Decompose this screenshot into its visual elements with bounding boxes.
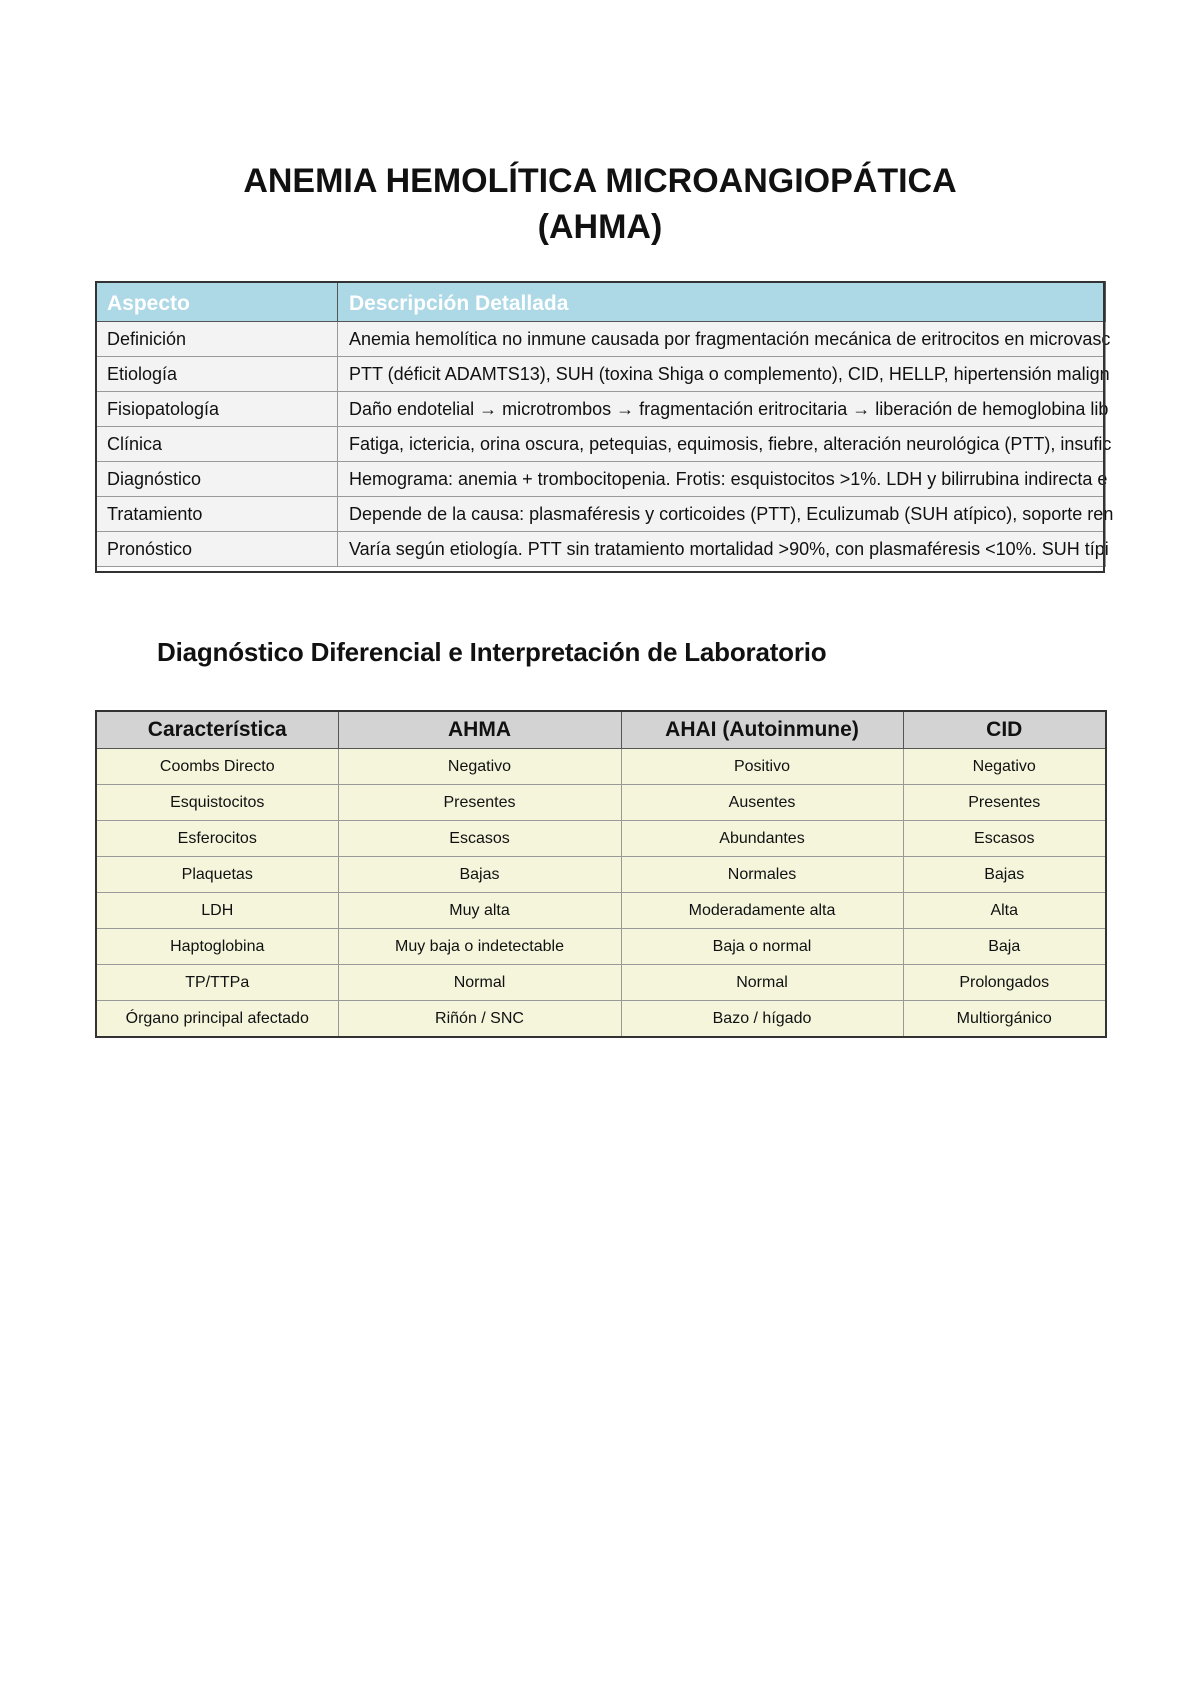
- cell-cid: Prolongados: [903, 965, 1106, 1001]
- row-description: Fatiga, ictericia, orina oscura, petequias, equimosis, fiebre, alteración neurológica (PTT), insufic: [338, 427, 1106, 462]
- cell-ahma: Escasos: [338, 821, 621, 857]
- header-descripcion: Descripción Detallada: [338, 282, 1106, 322]
- row-description: PTT (déficit ADAMTS13), SUH (toxina Shiga o complemento), CID, HELLP, hipertensión malign: [338, 357, 1106, 392]
- table-row: [96, 1001, 1106, 1038]
- cell-feature: Haptoglobina: [96, 929, 338, 965]
- row-label: Tratamiento: [96, 497, 338, 532]
- cell-ahai: Baja o normal: [621, 929, 903, 965]
- cell-feature: TP/TTPa: [96, 965, 338, 1001]
- cell-ahma: Presentes: [338, 785, 621, 821]
- summary-table-container: [95, 281, 1200, 573]
- header-ahai: AHAI (Autoinmune): [621, 711, 903, 749]
- row-label: Pronóstico: [96, 532, 338, 567]
- cell-cid: Baja: [903, 929, 1106, 965]
- table-row: [96, 462, 1106, 497]
- cell-feature: Coombs Directo: [96, 749, 338, 785]
- section-subtitle: Diagnóstico Diferencial e Interpretación de Laboratorio: [157, 637, 827, 667]
- row-description: Daño endotelial → microtrombos → fragmentación eritrocitaria → liberación de hemoglobina lib: [338, 392, 1106, 427]
- cell-feature: Plaquetas: [96, 857, 338, 893]
- row-label: Fisiopatología: [96, 392, 338, 427]
- cell-ahma: Bajas: [338, 857, 621, 893]
- title-line-1: ANEMIA HEMOLÍTICA MICROANGIOPÁTICA: [243, 162, 957, 200]
- row-description: Hemograma: anemia + trombocitopenia. Frotis: esquistocitos >1%. LDH y bilirrubina indirecta e: [338, 462, 1106, 497]
- table-row: [96, 821, 1106, 857]
- cell-ahai: Normal: [621, 965, 903, 1001]
- cell-cid: Alta: [903, 893, 1106, 929]
- cell-ahma: Riñón / SNC: [338, 1001, 621, 1038]
- table-row: [96, 357, 1106, 392]
- table-row: [96, 532, 1106, 567]
- cell-ahai: Positivo: [621, 749, 903, 785]
- table-row: [96, 427, 1106, 462]
- table-row: [96, 497, 1106, 532]
- cell-cid: Bajas: [903, 857, 1106, 893]
- cell-feature: Órgano principal afectado: [96, 1001, 338, 1038]
- table-row: [96, 857, 1106, 893]
- table-row: [96, 322, 1106, 357]
- table-row: [96, 965, 1106, 1001]
- cell-feature: Esferocitos: [96, 821, 338, 857]
- table-row: [96, 785, 1106, 821]
- cell-ahai: Moderadamente alta: [621, 893, 903, 929]
- table-row: [96, 749, 1106, 785]
- header-ahma: AHMA: [338, 711, 621, 749]
- header-aspecto: Aspecto: [96, 282, 338, 322]
- table-row: [96, 392, 1106, 427]
- cell-feature: LDH: [96, 893, 338, 929]
- title-line-2: (AHMA): [537, 208, 663, 246]
- cell-cid: Multiorgánico: [903, 1001, 1106, 1038]
- row-description: Anemia hemolítica no inmune causada por fragmentación mecánica de eritrocitos en microvasc: [338, 322, 1106, 357]
- header-caracteristica: Característica: [96, 711, 338, 749]
- row-label: Clínica: [96, 427, 338, 462]
- header-cid: CID: [903, 711, 1106, 749]
- diff-header-row: [96, 711, 1106, 749]
- cell-ahai: Bazo / hígado: [621, 1001, 903, 1038]
- table-row: [96, 893, 1106, 929]
- row-description: Varía según etiología. PTT sin tratamiento mortalidad >90%, con plasmaféresis <10%. SUH típi: [338, 532, 1106, 567]
- row-label: Definición: [96, 322, 338, 357]
- summary-header-row: [96, 282, 1106, 322]
- cell-ahai: Abundantes: [621, 821, 903, 857]
- row-label: Etiología: [96, 357, 338, 392]
- cell-ahma: Muy alta: [338, 893, 621, 929]
- cell-feature: Esquistocitos: [96, 785, 338, 821]
- table-row: [96, 929, 1106, 965]
- cell-ahma: Muy baja o indetectable: [338, 929, 621, 965]
- differential-table: [95, 710, 1107, 1038]
- cell-cid: Negativo: [903, 749, 1106, 785]
- document-title: [150, 158, 1050, 250]
- cell-cid: Escasos: [903, 821, 1106, 857]
- cell-ahai: Ausentes: [621, 785, 903, 821]
- cell-ahai: Normales: [621, 857, 903, 893]
- cell-ahma: Negativo: [338, 749, 621, 785]
- cell-ahma: Normal: [338, 965, 621, 1001]
- row-label: Diagnóstico: [96, 462, 338, 497]
- row-description: Depende de la causa: plasmaféresis y corticoides (PTT), Eculizumab (SUH atípico), soporte ren: [338, 497, 1106, 532]
- cell-cid: Presentes: [903, 785, 1106, 821]
- summary-table: [95, 281, 1114, 567]
